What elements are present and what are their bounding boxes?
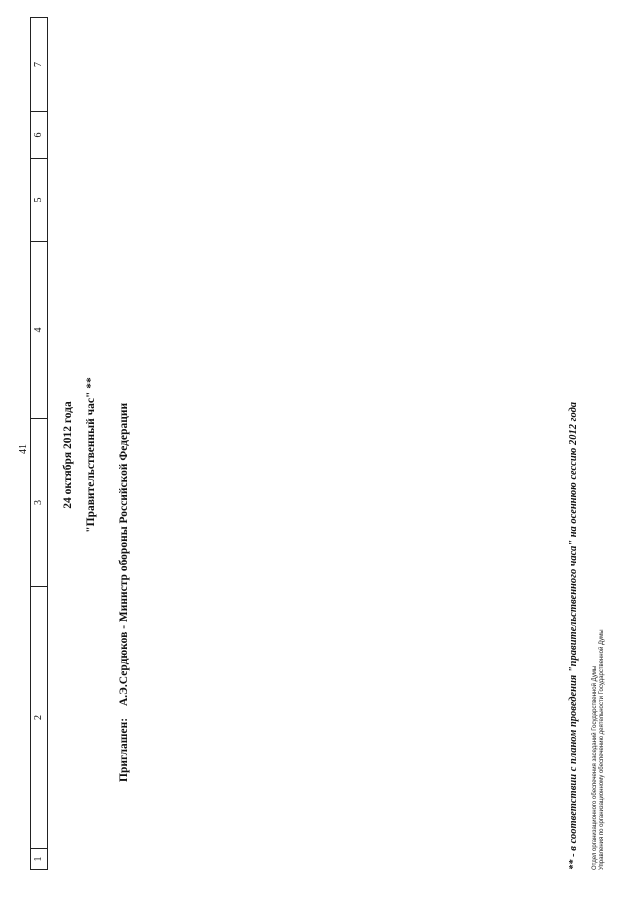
column-number-cell: 6 [31,112,48,159]
session-date: 24 октября 2012 года [62,401,74,509]
column-number-cell: 4 [31,242,48,419]
invited-label: Приглашен: [118,717,130,782]
column-number-cell: 5 [31,159,48,242]
table-row [31,18,48,870]
department-line: Управления по организационному обеспечению деятельности Государственной Думы [599,629,605,870]
event-title: "Правительственный час" ** [85,377,97,533]
department-block [592,450,606,870]
invited-person: А.Э.Сердюков - Министр обороны Российской Федерации [118,402,130,707]
page-number: 41 [18,444,29,454]
column-number-cell: 2 [31,587,48,849]
department-line: Отдел организационного обеспечения заседаний Государственной Думы [592,665,598,870]
column-number-cell: 7 [31,18,48,112]
column-number-cell: 3 [31,419,48,587]
invited-line [118,322,130,782]
column-number-table [30,17,48,870]
column-number-cell: 1 [31,849,48,870]
footnote: ** - в соответствии с планом проведения "правительственного часа" на осеннюю сессию 2012 года [568,401,579,870]
